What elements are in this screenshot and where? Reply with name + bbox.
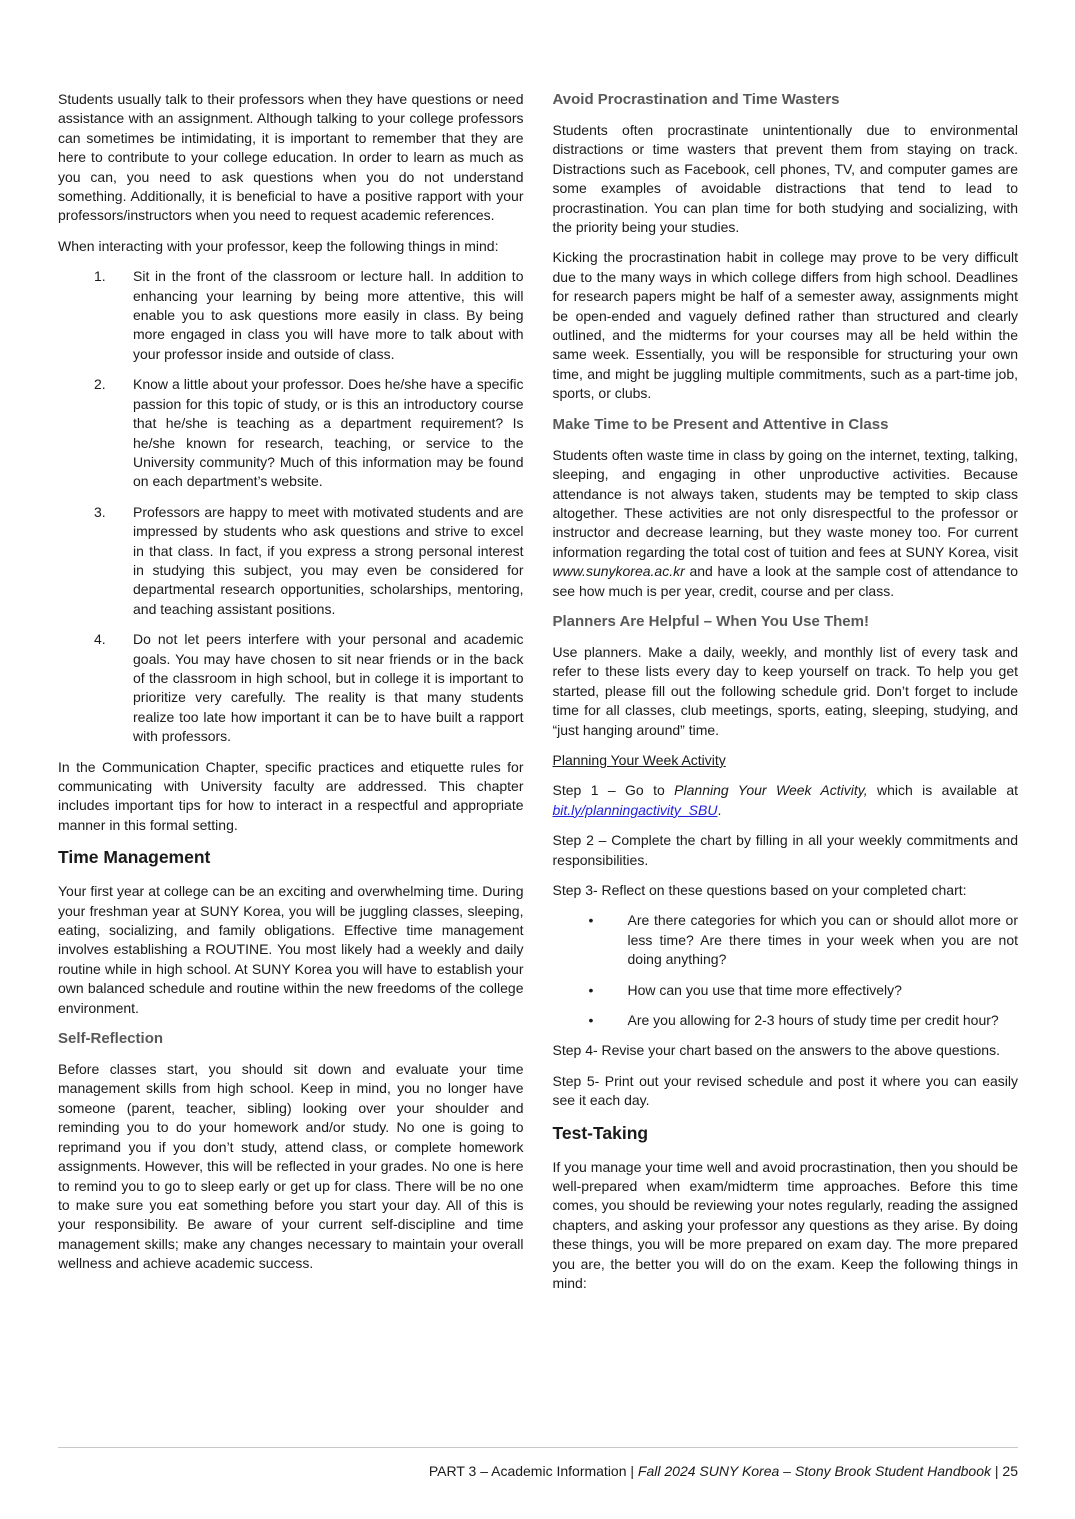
paragraph-self-reflection: Before classes start, you should sit down and evaluate your time management skills from high school. Keep in mind, you no longer have someone (parent, teacher, sibling) looking over your shoulder and reminding you to do your homework and/or study. No one is going to reprimand you if you don’t study, attend class, or complete homework assignments. However, this will be reflected in your grades. No one is here to remind you to go to sleep early or get up for class. There will be no one to make sure you eat something before you start your day. All of this is your responsibility. Be aware of your current self-discipline and time management skills; make any changes necessary to maintain your overall wellness and achieve academic success.: [58, 1061, 524, 1272]
step-text: Step 1 – Go to: [552, 782, 675, 799]
step-text: which is available at: [867, 782, 1018, 799]
paragraph-test-taking: If you manage your time well and avoid procrastination, then you should be well-prepared when exam/midterm time approaches. Before this time comes, you should be reviewing your notes regularly, reading the assigned chapters, and asking your professor any questions as they arise. By doing these things, you will be more prepared on exam day. The more prepared you are, the better you will do on the exam. Keep the following things in mind:: [552, 1158, 1018, 1292]
footer-page-number: 25: [1002, 1463, 1018, 1479]
footer-separator: |: [991, 1463, 1003, 1479]
footer-handbook-title: Fall 2024 SUNY Korea – Stony Brook Student Handbook: [637, 1463, 991, 1479]
list-number: 3.: [94, 503, 106, 520]
section-heading-time-management: Time Management: [58, 847, 211, 868]
paragraph-interacting-lead: When interacting with your professor, keep the following things in mind:: [58, 237, 499, 254]
sunykorea-url-text: www.sunykorea.ac.kr: [552, 563, 685, 580]
bullet-text: How can you use that time more effectively?: [627, 981, 902, 998]
paragraph-kicking-habit: Kicking the procrastination habit in college may prove to be very difficult due to the many ways in which college differs from high school. Deadlines for research papers might be half of a semester away, assignments might be open-ended and vaguely defined rather than structured and clearly outlined, and the midterms for your courses may all be held within the same week. Essentially, you will be responsible for structuring your own time, and might be juggling multiple commitments, such as a part-time job, sports, or clubs.: [552, 249, 1018, 402]
paragraph-text: Students often waste time in class by going on the internet, texting, talking, sleeping, and engaging in other unproductive activities. Because attendance is not always taken, students may be tempted to skip class altogether. These activities are not only disrespectful to the professor or instructor and decrease learning, but they waste money too. For current information regarding the total cost of tuition and fees at SUNY Korea, visit: [552, 446, 1018, 560]
bullet-text: Are you allowing for 2-3 hours of study time per credit hour?: [627, 1012, 999, 1029]
footer-separator: |: [626, 1463, 638, 1479]
paragraph-communication-chapter: In the Communication Chapter, specific practices and etiquette rules for communicating with University faculty are addressed. This chapter includes important tips for how to interact in a respectful and appropriate manner in this formal setting.: [58, 758, 524, 833]
step-text: .: [717, 801, 722, 818]
list-item-text: Know a little about your professor. Does he/she have a specific passion for this topic of study, or is this an introductory course that he/she is teaching as a department requirement? Is he/she known for research, teaching, or service to the University community? Much of this information may be found on each department’s website.: [133, 376, 524, 490]
footer-section-label: PART 3 – Academic Information: [428, 1463, 627, 1479]
subheading-planners: Planners Are Helpful – When You Use Them!: [552, 612, 869, 630]
bullet-icon: •: [588, 912, 594, 929]
two-column-layout: [58, 90, 1018, 1305]
page-footer: [58, 1447, 1018, 1479]
numbered-item-1: [58, 267, 524, 364]
paragraph-use-planners: Use planners. Make a daily, weekly, and monthly list of every task and refer to these lists every day to keep yourself on track. To help you get started, please fill out the following schedule grid. Don’t forget to include time for all classes, club meetings, sports, eating, sleeping, studying, and “just hanging around” time.: [552, 643, 1018, 738]
numbered-item-2: [58, 375, 524, 491]
list-item-text: Professors are happy to meet with motivated students and are impressed by students who ask questions and strive to excel in that class. In fact, if you express a strong personal interest in studying this subject, you may even be considered for departmental research opportunities, scholarships, mentoring, and teaching assistant positions.: [133, 503, 524, 617]
right-column: [553, 90, 1019, 1305]
bullet-item-1: [553, 911, 1019, 969]
list-number: 4.: [94, 631, 106, 648]
paragraph-step-2: Step 2 – Complete the chart by filling in all your weekly commitments and responsibilities.: [552, 832, 1018, 868]
planning-week-activity-title: Planning Your Week Activity: [552, 751, 726, 768]
left-column: [58, 90, 524, 1305]
paragraph-text: and have a look at the sample cost of attendance to see how much is per year, credit, course and per class.: [552, 563, 1018, 599]
subheading-present-attentive: Make Time to be Present and Attentive in Class: [552, 415, 889, 433]
subheading-self-reflection: Self-Reflection: [58, 1030, 164, 1048]
paragraph-step-3: Step 3- Reflect on these questions based on your completed chart:: [552, 882, 967, 898]
section-heading-test-taking: Test-Taking: [552, 1122, 649, 1143]
numbered-item-3: [58, 503, 524, 619]
paragraph-procrastinate: Students often procrastinate unintentionally due to environmental distractions or time wasters that prevent them from staying on track. Distractions such as Facebook, cell phones, TV, and computer games are some examples of avoidable distractions that tend to lead to procrastination. You can plan time for both studying and socializing, with the priority being your studies.: [552, 122, 1018, 236]
paragraph-waste-time: [553, 446, 1019, 601]
bullet-item-3: [553, 1011, 1019, 1030]
bullet-icon: •: [588, 1012, 594, 1029]
bullet-text: Are there categories for which you can or should allot more or less time? Are there times in your week when you are not doing anything?: [627, 912, 1018, 968]
activity-name-italic: Planning Your Week Activity,: [674, 782, 868, 799]
list-item-text: Sit in the front of the classroom or lecture hall. In addition to enhancing your learning by being more attentive, this will enable you to ask questions more easily in class. By being more engaged in class you will have more to talk about with your professor inside and outside of class.: [133, 268, 524, 362]
list-number: 1.: [94, 268, 106, 285]
paragraph-step-4: Step 4- Revise your chart based on the answers to the above questions.: [552, 1042, 1000, 1059]
list-item-text: Do not let peers interfere with your personal and academic goals. You may have chosen to sit near friends or in the back of the classroom in high school, but in college it is important to prioritize very carefully. The reality is that many students realize too late how important it can be to have built a rapport with professors.: [133, 631, 524, 745]
paragraph-step-5: Step 5- Print out your revised schedule and post it where you can easily see it each day.: [552, 1072, 1018, 1109]
bullet-item-2: [553, 981, 1019, 1000]
paragraph-professors-intro: Students usually talk to their professors when they have questions or need assistance with an assignment. Although talking to your college professors can sometimes be intimidating, it is important to remember that they are here to contribute to your college education. In order to learn as much as you can, you need to ask questions when you do not understand something. Additionally, it is beneficial to have a positive rapport with your professors/instructors when you need to request academic references.: [58, 91, 524, 224]
subheading-avoid-procrastination: Avoid Procrastination and Time Wasters: [552, 91, 840, 108]
paragraph-step-1: [553, 781, 1019, 820]
list-number: 2.: [94, 376, 106, 393]
numbered-item-4: [58, 630, 524, 746]
paragraph-first-year: Your first year at college can be an exciting and overwhelming time. During your freshman year at SUNY Korea, you will be juggling classes, sleeping, eating, socializing, and family obligations. Effective time management involves establishing a ROUTINE. You most likely had a weekly and daily routine while in high school. At SUNY Korea you will have to establish your own balanced schedule and routine within the new freedoms of the college environment.: [58, 883, 524, 1016]
planning-activity-link[interactable]: bit.ly/planningactivity_SBU: [552, 801, 718, 818]
bullet-icon: •: [588, 981, 594, 998]
